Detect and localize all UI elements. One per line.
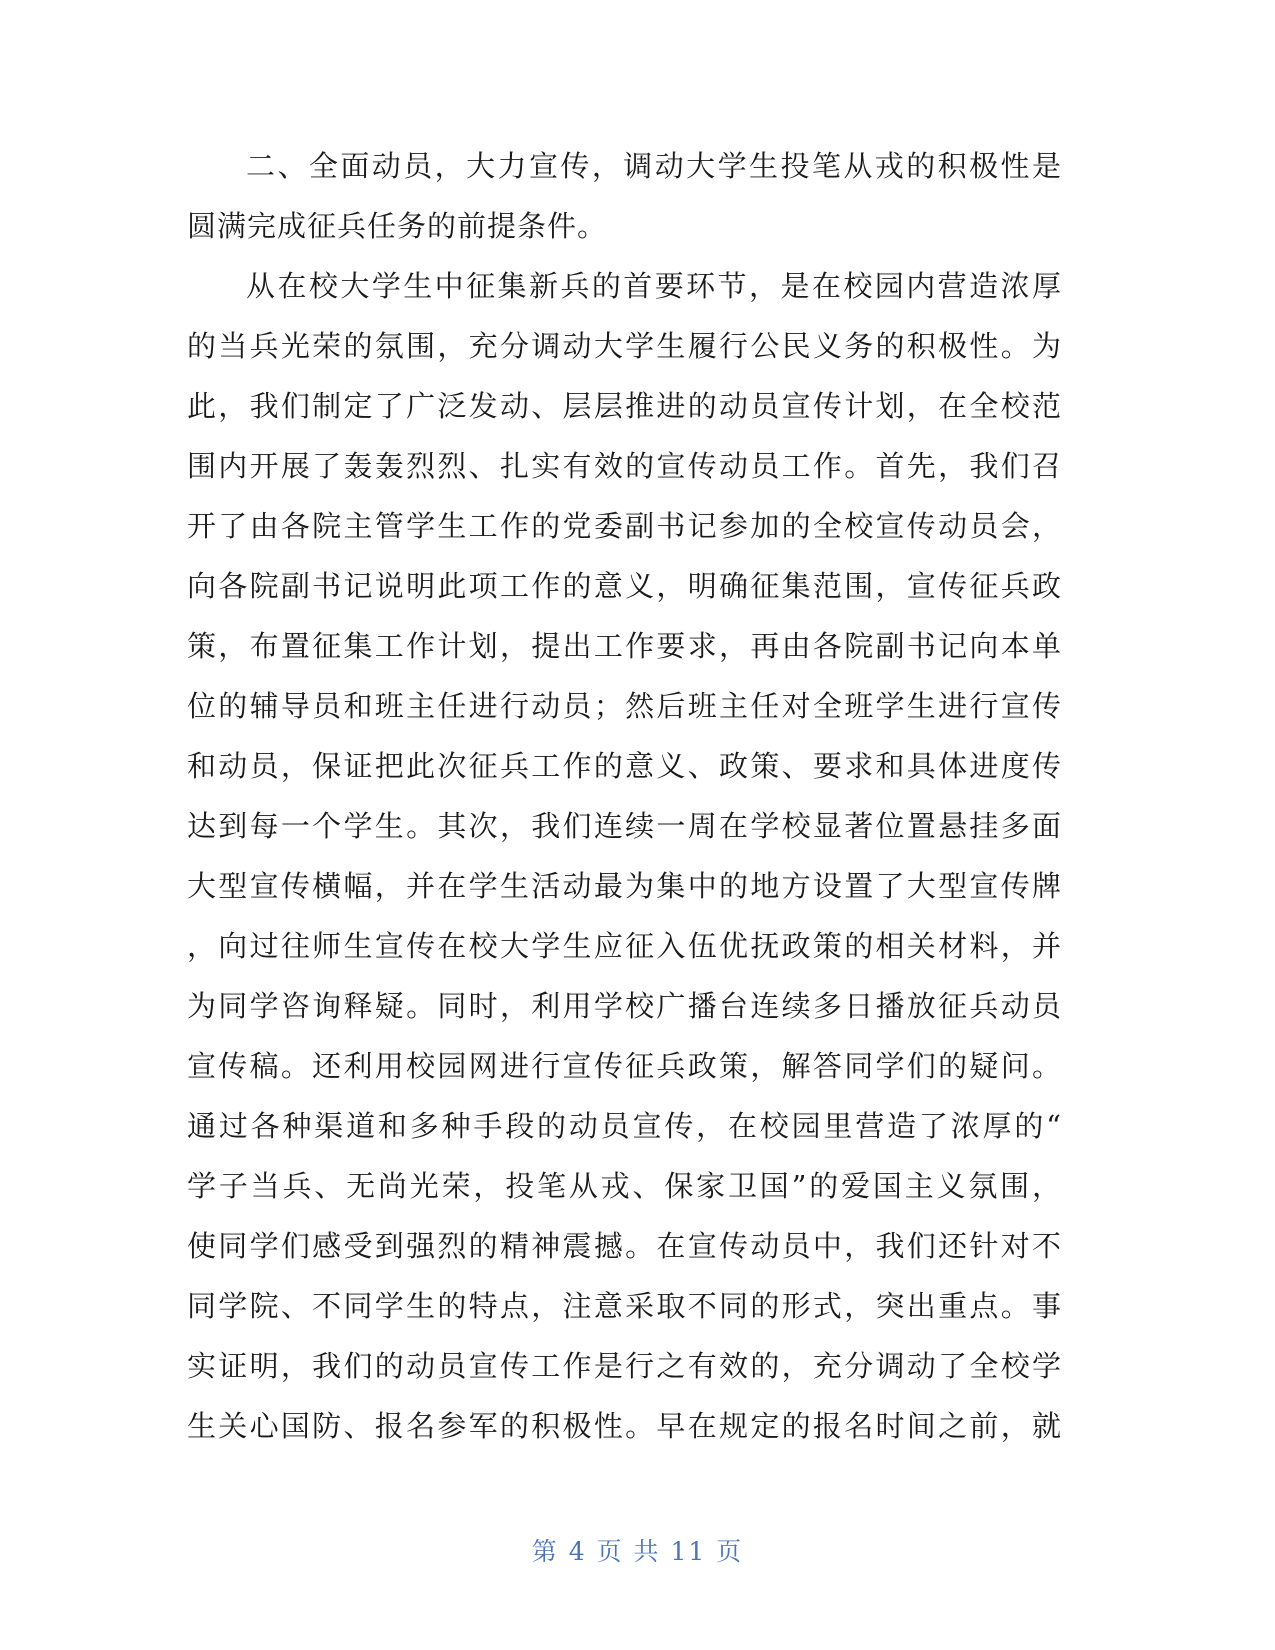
text-line: 从在校大学生中征集新兵的首要环节，是在校园内营造浓厚 — [246, 269, 1062, 303]
paragraph-2 — [187, 256, 1062, 1456]
text-line: 围内开展了轰轰烈烈、扎实有效的宣传动员工作。首先，我们召 — [187, 449, 1062, 483]
text-line: 圆满完成征兵任务的前提条件。 — [187, 209, 608, 243]
text-line: 为同学咨询释疑。同时，利用学校广播台连续多日播放征兵动员 — [187, 989, 1062, 1023]
text-line: 生关心国防、报名参军的积极性。早在规定的报名时间之前，就 — [187, 1409, 1062, 1443]
text-line: 此，我们制定了广泛发动、层层推进的动员宣传计划，在全校范 — [187, 389, 1062, 423]
text-line: 策，布置征集工作计划，提出工作要求，再由各院副书记向本单 — [187, 629, 1062, 663]
text-line: 达到每一个学生。其次，我们连续一周在学校显著位置悬挂多面 — [187, 809, 1062, 843]
text-line: 的当兵光荣的氛围，充分调动大学生履行公民义务的积极性。为 — [187, 329, 1062, 363]
text-line: 同学院、不同学生的特点，注意采取不同的形式，突出重点。事 — [187, 1289, 1062, 1323]
text-line: 大型宣传横幅，并在学生活动最为集中的地方设置了大型宣传牌 — [187, 869, 1062, 903]
text-line: 学子当兵、无尚光荣，投笔从戎、保家卫国”的爱国主义氛围， — [187, 1169, 1062, 1203]
text-line: 通过各种渠道和多种手段的动员宣传，在校园里营造了浓厚的“ — [187, 1109, 1062, 1143]
text-line: 实证明，我们的动员宣传工作是行之有效的，充分调动了全校学 — [187, 1349, 1062, 1383]
document-body — [187, 136, 1062, 1456]
text-line: 和动员，保证把此次征兵工作的意义、政策、要求和具体进度传 — [187, 749, 1062, 783]
paragraph-1 — [187, 136, 1062, 256]
text-line: 位的辅导员和班主任进行动员；然后班主任对全班学生进行宣传 — [187, 689, 1062, 723]
text-line: ，向过往师生宣传在校大学生应征入伍优抚政策的相关材料，并 — [187, 929, 1062, 963]
text-line: 二、全面动员，大力宣传，调动大学生投笔从戎的积极性是 — [246, 149, 1062, 183]
page-number-footer: 第 4 页 共 11 页 — [531, 1537, 744, 1566]
text-line: 向各院副书记说明此项工作的意义，明确征集范围，宣传征兵政 — [187, 569, 1062, 603]
text-line: 宣传稿。还利用校园网进行宣传征兵政策，解答同学们的疑问。 — [187, 1049, 1062, 1083]
text-line: 使同学们感受到强烈的精神震撼。在宣传动员中，我们还针对不 — [187, 1229, 1062, 1263]
text-line: 开了由各院主管学生工作的党委副书记参加的全校宣传动员会， — [187, 509, 1062, 543]
